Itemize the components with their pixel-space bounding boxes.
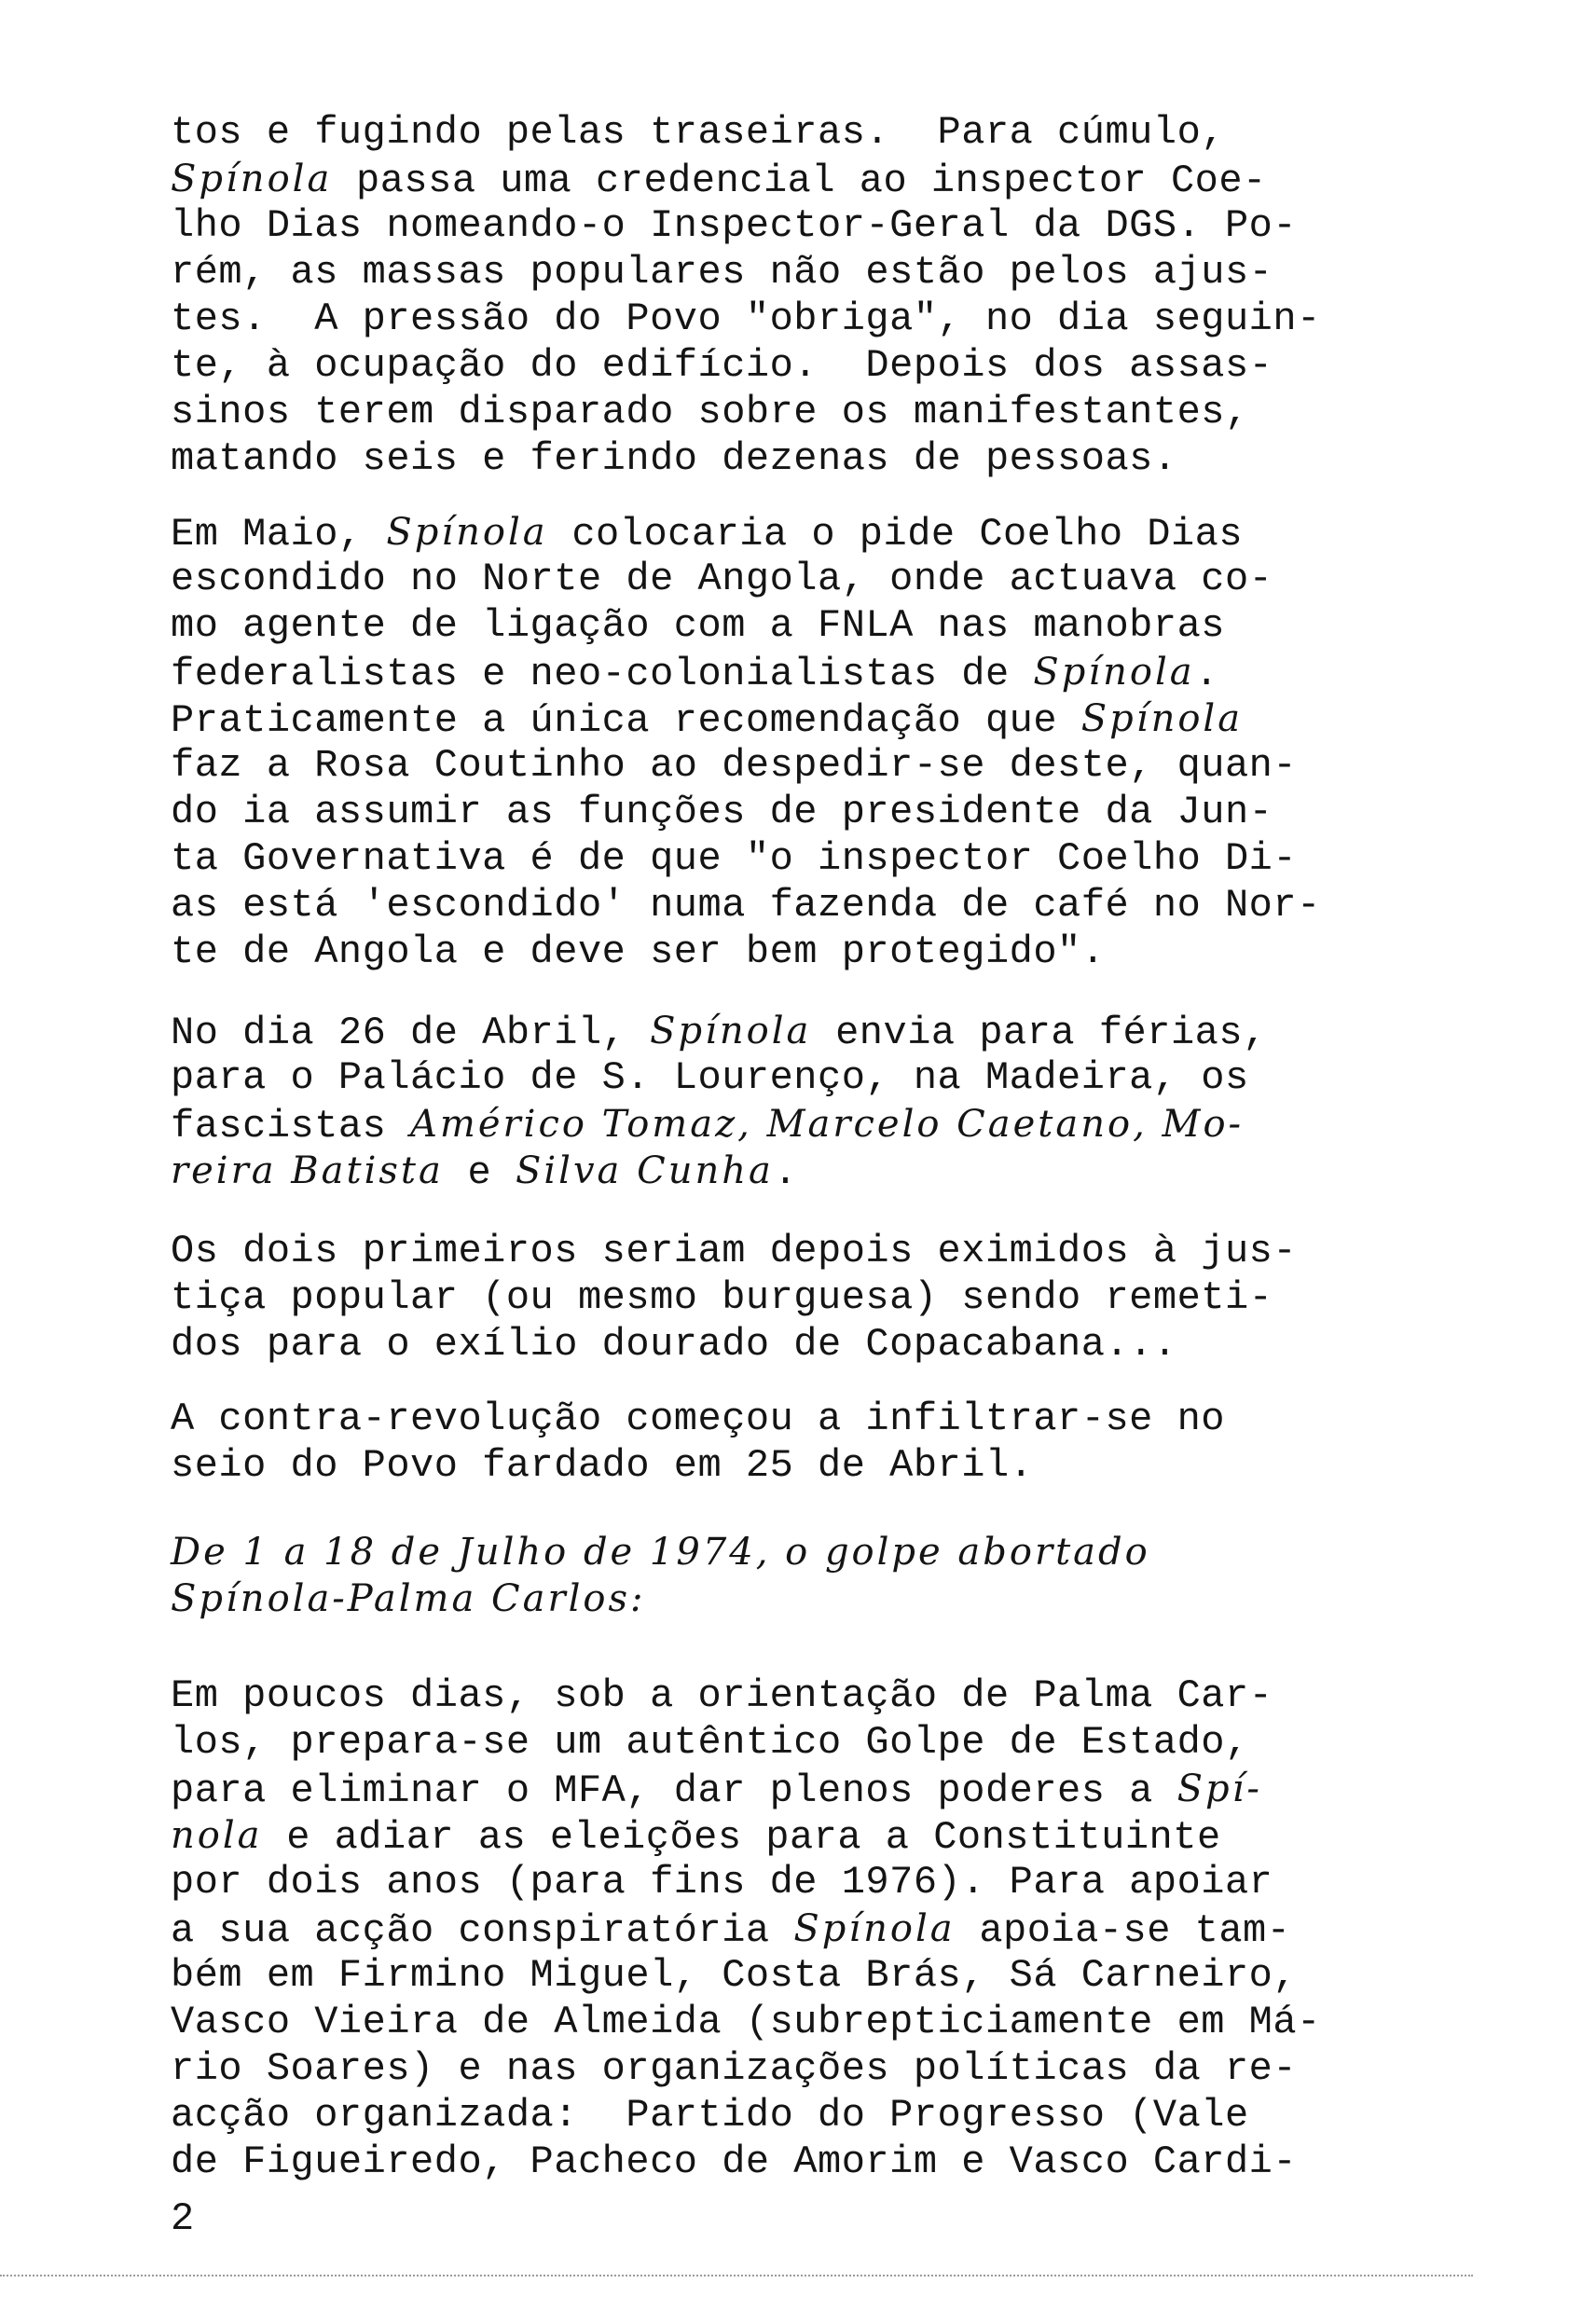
text-line	[171, 882, 1462, 928]
text-line	[171, 1101, 1462, 1148]
handwritten-text: reira Batista	[171, 1149, 444, 1192]
typed-text: dos para o exílio dourado de Copacabana...	[171, 1322, 1177, 1367]
typed-text: apoia-se tam-	[955, 1908, 1291, 1953]
typed-text: .	[1194, 652, 1219, 696]
typed-text: sinos terem disparado sobre os manifestantes,	[171, 390, 1249, 434]
typed-text: matando seis e ferindo dezenas de pessoas.	[171, 436, 1177, 481]
text-line	[171, 2139, 1462, 2185]
typed-text: de Figueiredo, Pacheco de Amorim e Vasco Cardi-	[171, 2139, 1298, 2184]
text-line	[171, 435, 1462, 482]
typed-text: rio Soares) e nas organizações políticas da re-	[171, 2046, 1298, 2091]
typed-text: rém, as massas populares não estão pelos ajus-	[171, 250, 1273, 295]
text-line	[171, 389, 1462, 435]
paragraph-4	[171, 1228, 1462, 1368]
text-line	[171, 296, 1462, 342]
text-line	[171, 928, 1462, 975]
text-line	[171, 1148, 1462, 1194]
paragraph-5	[171, 1396, 1462, 1489]
text-line	[171, 1396, 1462, 1442]
text-line	[171, 649, 1462, 695]
typed-text: ta Governativa é de que "o inspector Coelho Di-	[171, 836, 1298, 881]
text-line	[171, 1859, 1462, 1905]
text-line	[171, 1529, 1462, 1575]
typed-text: as está 'escondido' numa fazenda de café no Nor-	[171, 883, 1321, 928]
handwritten-text: Spínola	[793, 1907, 956, 1950]
typed-text: tes. A pressão do Povo "obriga", no dia seguin-	[171, 296, 1321, 341]
typed-text: bém em Firmino Miguel, Costa Brás, Sá Carneiro,	[171, 1953, 1298, 1998]
text-line	[171, 1719, 1462, 1766]
text-line	[171, 1321, 1462, 1368]
typed-text: federalistas e neo-colonialistas de	[171, 652, 1034, 696]
section-heading	[171, 1529, 1462, 1622]
text-line	[171, 1766, 1462, 1812]
text-line	[171, 1274, 1462, 1321]
typed-text: escondido no Norte de Angola, onde actuava co-	[171, 557, 1273, 601]
paragraph-6	[171, 1672, 1462, 2185]
text-line	[171, 1008, 1462, 1054]
scan-edge-line	[0, 2275, 1473, 2276]
handwritten-text: Spínola-Palma Carlos:	[171, 1577, 646, 1620]
handwritten-text: Spínola	[386, 511, 548, 554]
handwritten-text: Américo Tomaz, Marcelo Caetano, Mo-	[410, 1103, 1245, 1146]
typed-text: faz a Rosa Coutinho ao despedir-se deste, quan-	[171, 743, 1298, 788]
paragraph-2	[171, 509, 1462, 975]
text-line	[171, 1442, 1462, 1489]
handwritten-text: Silva Cunha	[515, 1149, 774, 1192]
typed-text: e	[443, 1150, 516, 1195]
typed-text: a sua acção conspiratória	[171, 1908, 794, 1953]
text-line	[171, 249, 1462, 296]
text-line	[171, 202, 1462, 249]
typed-text: te de Angola e deve ser bem protegido".	[171, 929, 1106, 974]
handwritten-text: Spínola	[1033, 651, 1195, 694]
text-line	[171, 835, 1462, 882]
typed-text: seio do Povo fardado em 25 de Abril.	[171, 1443, 1034, 1488]
typed-text: A contra-revolução começou a infiltrar-se no	[171, 1396, 1225, 1441]
text-line	[171, 789, 1462, 835]
handwritten-text: Spínola	[171, 158, 333, 200]
typed-text: Vasco Vieira de Almeida (subrepticiamente em Má-	[171, 2000, 1321, 2044]
handwritten-text: Spínola	[650, 1010, 812, 1052]
handwritten-text: De 1 a 18 de Julho de 1974, o golpe abortado	[171, 1531, 1150, 1574]
typed-text: lho Dias nomeando-o Inspector-Geral da DGS. Po-	[171, 203, 1298, 248]
text-line	[171, 556, 1462, 602]
typed-text: Os dois primeiros seriam depois eximidos à jus-	[171, 1229, 1298, 1273]
typed-text: Em poucos dias, sob a orientação de Palma Car-	[171, 1673, 1273, 1718]
typed-text: passa uma credencial ao inspector Coe-	[332, 158, 1267, 203]
typed-text: No dia 26 de Abril,	[171, 1011, 651, 1055]
text-line	[171, 695, 1462, 742]
page-number: 2	[171, 2196, 195, 2241]
paragraph-1	[171, 109, 1462, 482]
text-line	[171, 2092, 1462, 2139]
text-line	[171, 1575, 1462, 1622]
typed-text: acção organizada: Partido do Progresso (Vale	[171, 2093, 1249, 2138]
text-line	[171, 1952, 1462, 1999]
typed-text: los, prepara-se um autêntico Golpe de Estado,	[171, 1720, 1249, 1765]
paragraph-3	[171, 1008, 1462, 1194]
text-line	[171, 509, 1462, 556]
text-line	[171, 2045, 1462, 2092]
typed-text: para o Palácio de S. Lourenço, na Madeira, os	[171, 1055, 1249, 1100]
typed-text: do ia assumir as funções de presidente da Jun-	[171, 790, 1273, 834]
handwritten-text: nola	[171, 1814, 263, 1857]
text-line	[171, 342, 1462, 389]
typed-text: fascistas	[171, 1104, 411, 1148]
typed-text: por dois anos (para fins de 1976). Para apoiar	[171, 1860, 1273, 1905]
text-line	[171, 1672, 1462, 1719]
text-line	[171, 742, 1462, 789]
typed-text: colocaria o pide Coelho Dias	[547, 512, 1244, 557]
typed-text: e adiar as eleições para a Constituinte	[262, 1815, 1221, 1860]
typed-text: mo agente de ligação com a FNLA nas manobras	[171, 603, 1225, 648]
typed-text: tiça popular (ou mesmo burguesa) sendo remeti-	[171, 1275, 1273, 1320]
text-line	[171, 1999, 1462, 2045]
typed-text: Em Maio,	[171, 512, 387, 557]
typed-text: Praticamente a única recomendação que	[171, 698, 1081, 743]
typed-text: te, à ocupação do edifício. Depois dos assas-	[171, 343, 1273, 388]
text-line	[171, 109, 1462, 156]
typed-text: .	[773, 1150, 798, 1195]
typed-text: tos e fugindo pelas traseiras. Para cúmulo,	[171, 110, 1225, 155]
handwritten-text: Spínola	[1080, 697, 1244, 740]
typed-text: para eliminar o MFA, dar plenos poderes a	[171, 1768, 1177, 1813]
text-line	[171, 1905, 1462, 1952]
handwritten-text: Spí-	[1176, 1767, 1262, 1810]
text-line	[171, 602, 1462, 649]
text-line	[171, 1812, 1462, 1859]
text-line	[171, 1228, 1462, 1274]
typed-text: envia para férias,	[811, 1011, 1267, 1055]
text-line	[171, 1054, 1462, 1101]
text-line	[171, 156, 1462, 202]
